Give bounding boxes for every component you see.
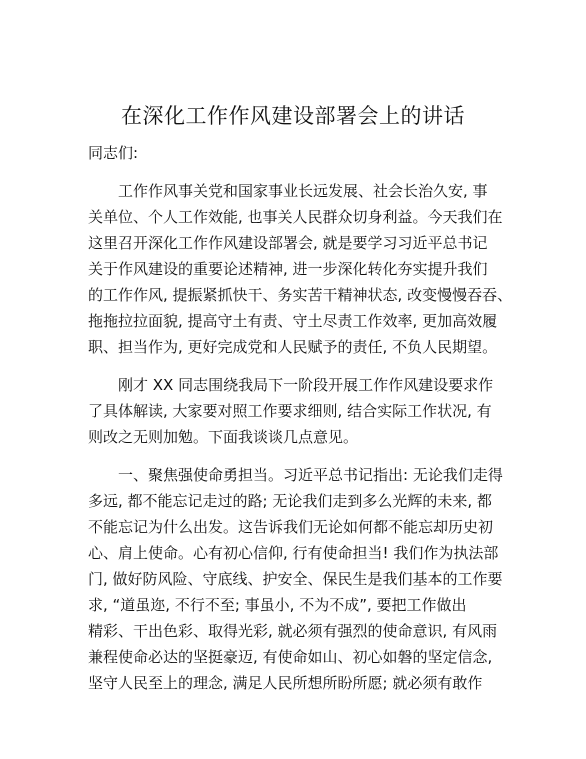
paragraph-line: 不能忘记为什么出发。这告诉我们无论如何都不能忘却历史初 [88, 518, 494, 536]
paragraph-line: 心、肩上使命。心有初心信仰, 行有使命担当! 我们作为执法部 [88, 544, 499, 562]
paragraph-line: 职、担当作为, 更好完成党和人民赋予的责任, 不负人民期望。 [88, 338, 498, 356]
paragraph-line: 这里召开深化工作作风建设部署会, 就是要学习习近平总书记 [88, 234, 488, 252]
paragraph-line: 多远, 都不能忘记走过的路; 无论我们走到多么光辉的未来, 都 [88, 492, 492, 510]
paragraph-line: 精彩、干出色彩、取得光彩, 就必须有强烈的使命意识, 有风雨 [88, 622, 498, 640]
paragraph-line: 兼程使命必达的坚挺豪迈, 有使命如山、初心如磐的坚定信念, [88, 648, 493, 666]
paragraph-line: 刚才 XX 同志围绕我局下一阶段开展工作作风建设要求作 [118, 376, 494, 394]
paragraph-1 [88, 178, 518, 360]
paragraph-line: 关单位、个人工作效能, 也事关人民群众切身利益。今天我们在 [88, 208, 503, 226]
document-title: 在深化工作作风建设部署会上的讲话 [121, 104, 465, 128]
paragraph-line: 关于作风建设的重要论述精神, 进一步深化转化夯实提升我们 [88, 260, 488, 278]
paragraph-line: 一、聚焦强使命勇担当。习近平总书记指出: 无论我们走得 [118, 466, 503, 484]
paragraph-line: 的工作作风, 提振紧抓快干、务实苦干精神状态, 改变慢慢吞吞、 [88, 286, 513, 304]
document-body [88, 140, 518, 696]
salutation: 同志们: [88, 144, 139, 162]
paragraph-line: 门, 做好防风险、守底线、护安全、保民生是我们基本的工作要 [88, 570, 503, 588]
paragraph-line: 了具体解读, 大家要对照工作要求细则, 结合实际工作状况, 有 [88, 402, 492, 420]
paragraph-3 [88, 462, 518, 696]
paragraph-line: 拖拖拉拉面貌, 提高守土有责、守土尽责工作效率, 更加高效履 [88, 312, 498, 330]
paragraph-line: 求, “道虽迩, 不行不至; 事虽小, 不为不成”, 要把工作做出 [88, 596, 467, 614]
paragraph-line: 则改之无则加勉。下面我谈谈几点意见。 [88, 428, 359, 446]
paragraph-2 [88, 372, 518, 450]
paragraph-line: 工作作风事关党和国家事业长远发展、社会长治久安, 事 [118, 182, 488, 200]
paragraph-line: 坚守人民至上的理念, 满足人民所想所盼所愿; 就必须有敢作 [88, 674, 483, 692]
